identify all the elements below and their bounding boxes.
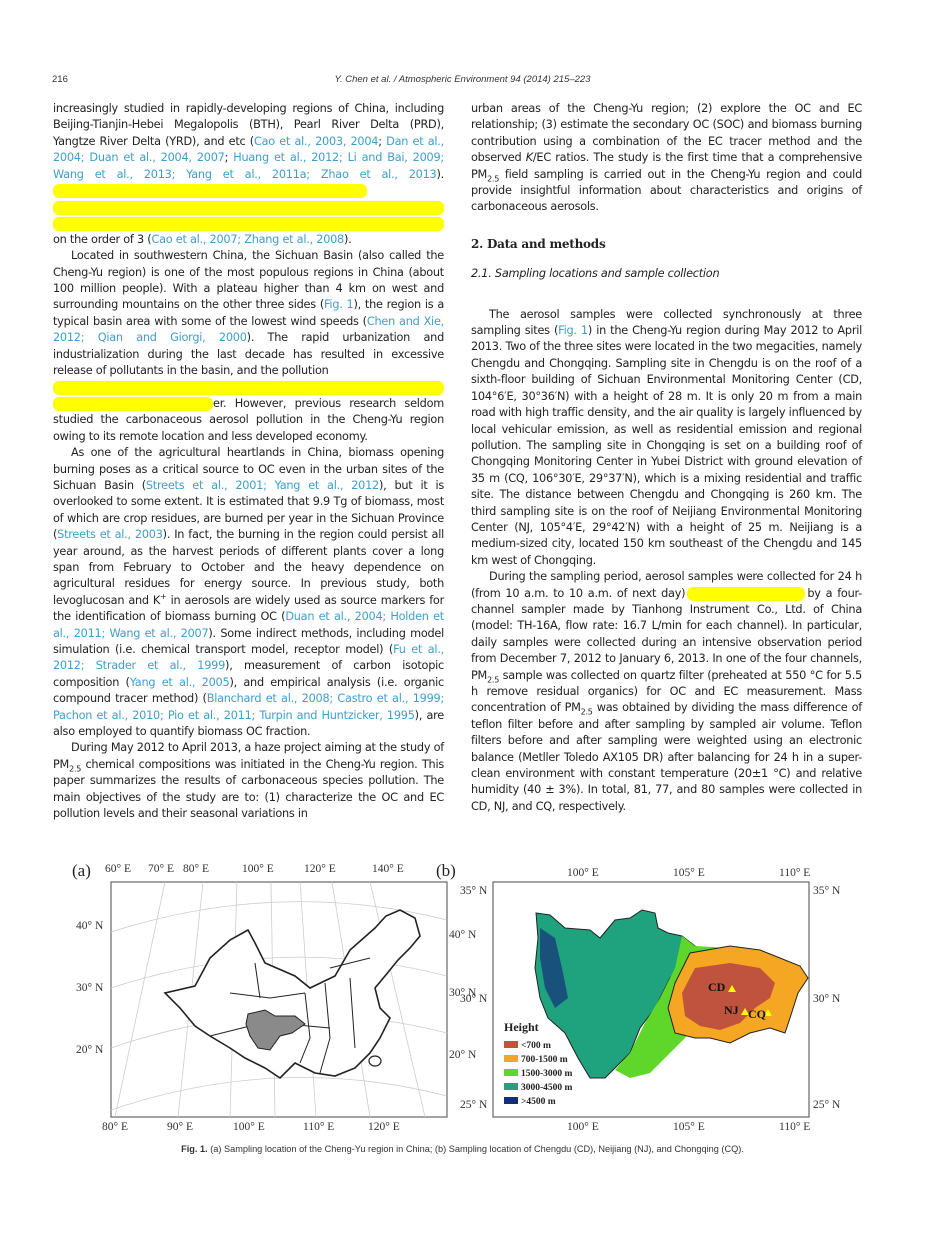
lat-label: 40° N bbox=[76, 920, 104, 932]
lon-label: 105° E bbox=[673, 1121, 705, 1133]
legend-label: 700-1500 m bbox=[521, 1055, 568, 1065]
panel-b-map bbox=[436, 861, 841, 1133]
caption-text: (a) Sampling location of the Cheng-Yu region in China; (b) Sampling location of Chengdu (CD), Neijiang (NJ), and Chongqing (CQ). bbox=[207, 1144, 744, 1154]
lat-label: 30° N bbox=[813, 993, 841, 1005]
paragraph: During May 2012 to April 2013, a haze project aiming at the study of $PM_{2.5}$ chemical compositions was initiated in the Cheng-Yu region. This paper summarizes the results of carbonaceous species pollution. The main objectives of the study are to: (1) characterize the OC and EC pollution levels and their seasonal variations in bbox=[53, 741, 445, 821]
citation-link[interactable]: Dan et al., 2004; Duan et al., 2004, 2007 bbox=[53, 134, 444, 165]
citation-link[interactable]: Yang et al., 2005 bbox=[129, 675, 230, 689]
lon-label: 105° E bbox=[673, 867, 705, 879]
citation-link[interactable]: Streets et al., 2003 bbox=[57, 528, 163, 542]
lat-label: 30° N bbox=[449, 987, 477, 999]
lon-label: 80° E bbox=[102, 1121, 128, 1133]
lon-label: 80° E bbox=[183, 863, 209, 875]
legend-label: >4500 m bbox=[521, 1097, 556, 1107]
paragraph: As one of the agricultural heartlands in China, biomass opening burning poses as a critical source to OC even in the urban sites of the Sichuan Basin (Streets et al., 2001; Yang et al., 2012), but it is overlooked to some extent. It is estimated that 9.9 Tg of biomass, most of which are crop residues, are burned per year in the Sichuan Province (Streets et al., 2003). In fact, the burning in the region could persist all year around, as the harvest periods of different plants cover a long span from February to October and the heavy dependence on agricultural residues for energy source. In previous study, both levoglucosan and K+ in aerosols are widely used as source markers for the identification of biomass burning OC (Duan et al., 2004; Holden et al., 2011; Wang et al., 2007). Some indirect methods, including model simulation (i.e. chemical transport model, receptor model) (Fu et al., 2012; Strader et al., 1999), measurement of carbon isotopic composition (Yang et al., 2005), and empirical analysis (i.e. organic compound tracer method) (Blanchard et al., 2008; Castro et al., 1999; Pachon et al., 2010; Pio et al., 2011; Turpin and Huntzicker, 1995), are also employed to quantify biomass OC fraction. bbox=[53, 446, 445, 738]
lon-label: 120° E bbox=[368, 1121, 400, 1133]
panel-a-label: (a) bbox=[72, 861, 91, 880]
paragraph: increasingly studied in rapidly-developing regions of China, including Beijing-Tianjin-Hebei Megalopolis (BTH), Pearl River Delta (PRD), Yangtze River Delta (YRD), and etc (Cao et al., 2003, 2004; Dan et al., 2004; Duan et al., 2004, 2007; Huang et al., 2012; Li and Bai, 2009; Wang et al., 2013; Yang et al., 2011a; Zhao et al., 2013). on the order of 3 (Cao et al., 2007; Zhang et al., 2008). bbox=[53, 102, 444, 246]
caption-label: Fig. 1. bbox=[181, 1144, 208, 1154]
citation-link[interactable]: Huang et al., 2012; Li and Bai, 2009; Wang et al., 2013; Yang et al., 2011a; Zhao et al., 2013 bbox=[53, 151, 444, 181]
paragraph: urban areas of the Cheng-Yu region; (2) explore the OC and EC relationship; (3) estimate the secondary OC (SOC) and biomass burning contribution using a combination of the EC tracer method and the observed K/EC ratios. The study is the first time that a comprehensive $PM_{2.5}$ field sampling is carried out in the Cheng-Yu region and could provide insightful information about characteristics and origins of carbonaceous aerosols. bbox=[471, 102, 862, 214]
legend-title: Height bbox=[504, 1020, 539, 1034]
citation-link[interactable]: Duan et al., 2004; Holden et al., 2011; Wang et al., 2007 bbox=[53, 610, 444, 640]
figure-1 bbox=[70, 858, 860, 1133]
legend-swatch bbox=[504, 1083, 518, 1090]
site-label-cd: CD bbox=[708, 980, 726, 994]
lon-label: 70° E bbox=[148, 863, 174, 875]
legend-swatch bbox=[504, 1069, 518, 1076]
section-heading: 2. Data and methods bbox=[471, 236, 606, 251]
figure-canvas bbox=[70, 858, 860, 1133]
highlight-redaction bbox=[53, 397, 213, 411]
paragraph: Located in southwestern China, the Sichuan Basin (also called the Cheng-Yu region) is one of the most populous regions in China (about 100 million people). With a plateau higher than 4 km on west and surrounding mountains on the other three sides (Fig. 1), the region is a typical basin area with some of the lowest wind speeds (Chen and Xie, 2012; Qian and Giorgi, 2000). The rapid urbanization and industrialization during the last decade has resulted in excessive release of pollutants in the basin, and the pollution er. However, previous research seldom studied the carbonaceous aerosol pollution in the Cheng-Yu region owing to its remote location and less developed economy. bbox=[53, 249, 444, 443]
legend-swatch bbox=[504, 1041, 518, 1048]
lon-label: 90° E bbox=[167, 1121, 193, 1133]
highlight-redaction bbox=[53, 184, 367, 198]
lat-label: 40° N bbox=[449, 929, 477, 941]
lon-label: 60° E bbox=[105, 863, 131, 875]
lat-label: 30° N bbox=[460, 993, 488, 1005]
lon-label: 140° E bbox=[372, 863, 404, 875]
subsection-heading: 2.1. Sampling locations and sample collection bbox=[471, 267, 720, 281]
legend-swatch bbox=[504, 1097, 518, 1104]
highlight-redaction bbox=[53, 201, 444, 215]
site-label-cq: CQ bbox=[748, 1007, 766, 1021]
highlight-redaction bbox=[53, 381, 444, 395]
lat-label: 30° N bbox=[76, 982, 104, 994]
lat-label: 20° N bbox=[449, 1049, 477, 1061]
lon-label: 120° E bbox=[304, 863, 336, 875]
lon-label: 100° E bbox=[567, 1121, 599, 1133]
citation-link[interactable]: Chen and Xie, 2012; Qian and Giorgi, 2000 bbox=[53, 314, 444, 345]
lon-label: 110° E bbox=[779, 867, 811, 879]
lat-label: 25° N bbox=[813, 1099, 841, 1111]
legend-label: 3000-4500 m bbox=[521, 1083, 573, 1093]
paragraph: The aerosol samples were collected synchronously at three sampling sites (Fig. 1) in the Cheng-Yu region during May 2012 to April 2013. Two of the three sites were located in the two megacities, namely Chengdu and Chongqing. Sampling site in Chengdu is on the roof of a sixth-floor building of Sichuan Environmental Monitoring Center (CD, 104°6′E, 30°36′N) with a height of 28 m. It is only 20 m from a main road with high traffic density, and the air quality is largely influenced by local vehicular emission, as well as residential emission and regional pollution. The sampling site in Chongqing is set on a building roof of Chongqing Monitoring Center in Yubei District with ground elevation of 35 m (CQ, 106°30′E, 29°37′N), which is a mixing residential and traffic site. The distance between Chengdu and Chongqing is 260 km. The third sampling site is on the roof of Neijiang Environmental Monitoring Center (NJ, 105°4′E, 29°42′N) with a height of 25 m. Neijiang is a medium-sized city, located 150 km southeast of the Chengdu and 145 km west of Chongqing. bbox=[471, 307, 862, 567]
page-number: 216 bbox=[52, 74, 68, 85]
figure-link[interactable]: Fig. 1 bbox=[324, 298, 354, 312]
running-header bbox=[52, 74, 873, 90]
lon-label: 110° E bbox=[779, 1121, 811, 1133]
lon-label: 100° E bbox=[567, 867, 599, 879]
site-label-nj: NJ bbox=[724, 1003, 739, 1017]
citation-link[interactable]: Streets et al., 2001; Yang et al., 2012 bbox=[145, 478, 379, 492]
journal-reference: Y. Chen et al. / Atmospheric Environment 94 (2014) 215–223 bbox=[334, 74, 591, 85]
citation-link[interactable]: Cao et al., 2003, 2004 bbox=[253, 134, 379, 148]
highlight-redaction bbox=[53, 217, 444, 231]
legend-label: 1500-3000 m bbox=[521, 1069, 573, 1079]
lat-label: 35° N bbox=[460, 885, 488, 897]
panel-b-label: (b) bbox=[436, 861, 456, 880]
lon-label: 100° E bbox=[233, 1121, 265, 1133]
left-column bbox=[53, 101, 444, 822]
citation-link[interactable]: Fu et al., 2012; Strader et al., 1999 bbox=[53, 642, 444, 673]
lon-label: 100° E bbox=[242, 863, 274, 875]
figure-link[interactable]: Fig. 1 bbox=[558, 324, 588, 338]
figure-caption bbox=[0, 1144, 925, 1154]
lon-label: 110° E bbox=[303, 1121, 335, 1133]
highlight-redaction bbox=[687, 587, 805, 601]
right-column bbox=[471, 101, 862, 815]
lat-label: 25° N bbox=[460, 1099, 488, 1111]
legend-swatch bbox=[504, 1055, 518, 1062]
legend-label: <700 m bbox=[521, 1041, 551, 1051]
citation-link[interactable]: Blanchard et al., 2008; Castro et al., 1999; Pachon et al., 2010; Pio et al., 2011; Turpin and Huntzicker, 1995 bbox=[53, 692, 444, 722]
citation-link[interactable]: Cao et al., 2007; Zhang et al., 2008 bbox=[151, 232, 344, 246]
lat-label: 35° N bbox=[813, 885, 841, 897]
lat-label: 20° N bbox=[76, 1044, 104, 1056]
paragraph: During the sampling period, aerosol samples were collected for 24 h (from 10 a.m. to 10 a.m. of next day) by a four-channel sampler made by Tianhong Instrument Co., Ltd. of China (model: TH-16A, flow rate: 16.7 L/min for each channel). In particular, daily samples were collected during an intensive observation period from December 7, 2012 to January 6, 2013. In one of the four channels, $PM_{2.5}$ sample was collected on quartz filter (preheated at 550 °C for 5.5 h remove residual organics) for OC and EC measurement. Mass concentration of $PM_{2.5}$ was obtained by dividing the mass difference of teflon filter before and after sampling by sampled air volume. Teflon filters before and after sampling were weighted using an electronic balance (Metller Toledo AX105 DR) after balancing for 24 h in a super-clean environment with constant temperature (20±1 °C) and relative humidity (40 ± 3%). In total, 81, 77, and 80 samples were collected in CD, NJ, and CQ, respectively. bbox=[471, 570, 862, 813]
panel-a-map bbox=[72, 861, 477, 1133]
